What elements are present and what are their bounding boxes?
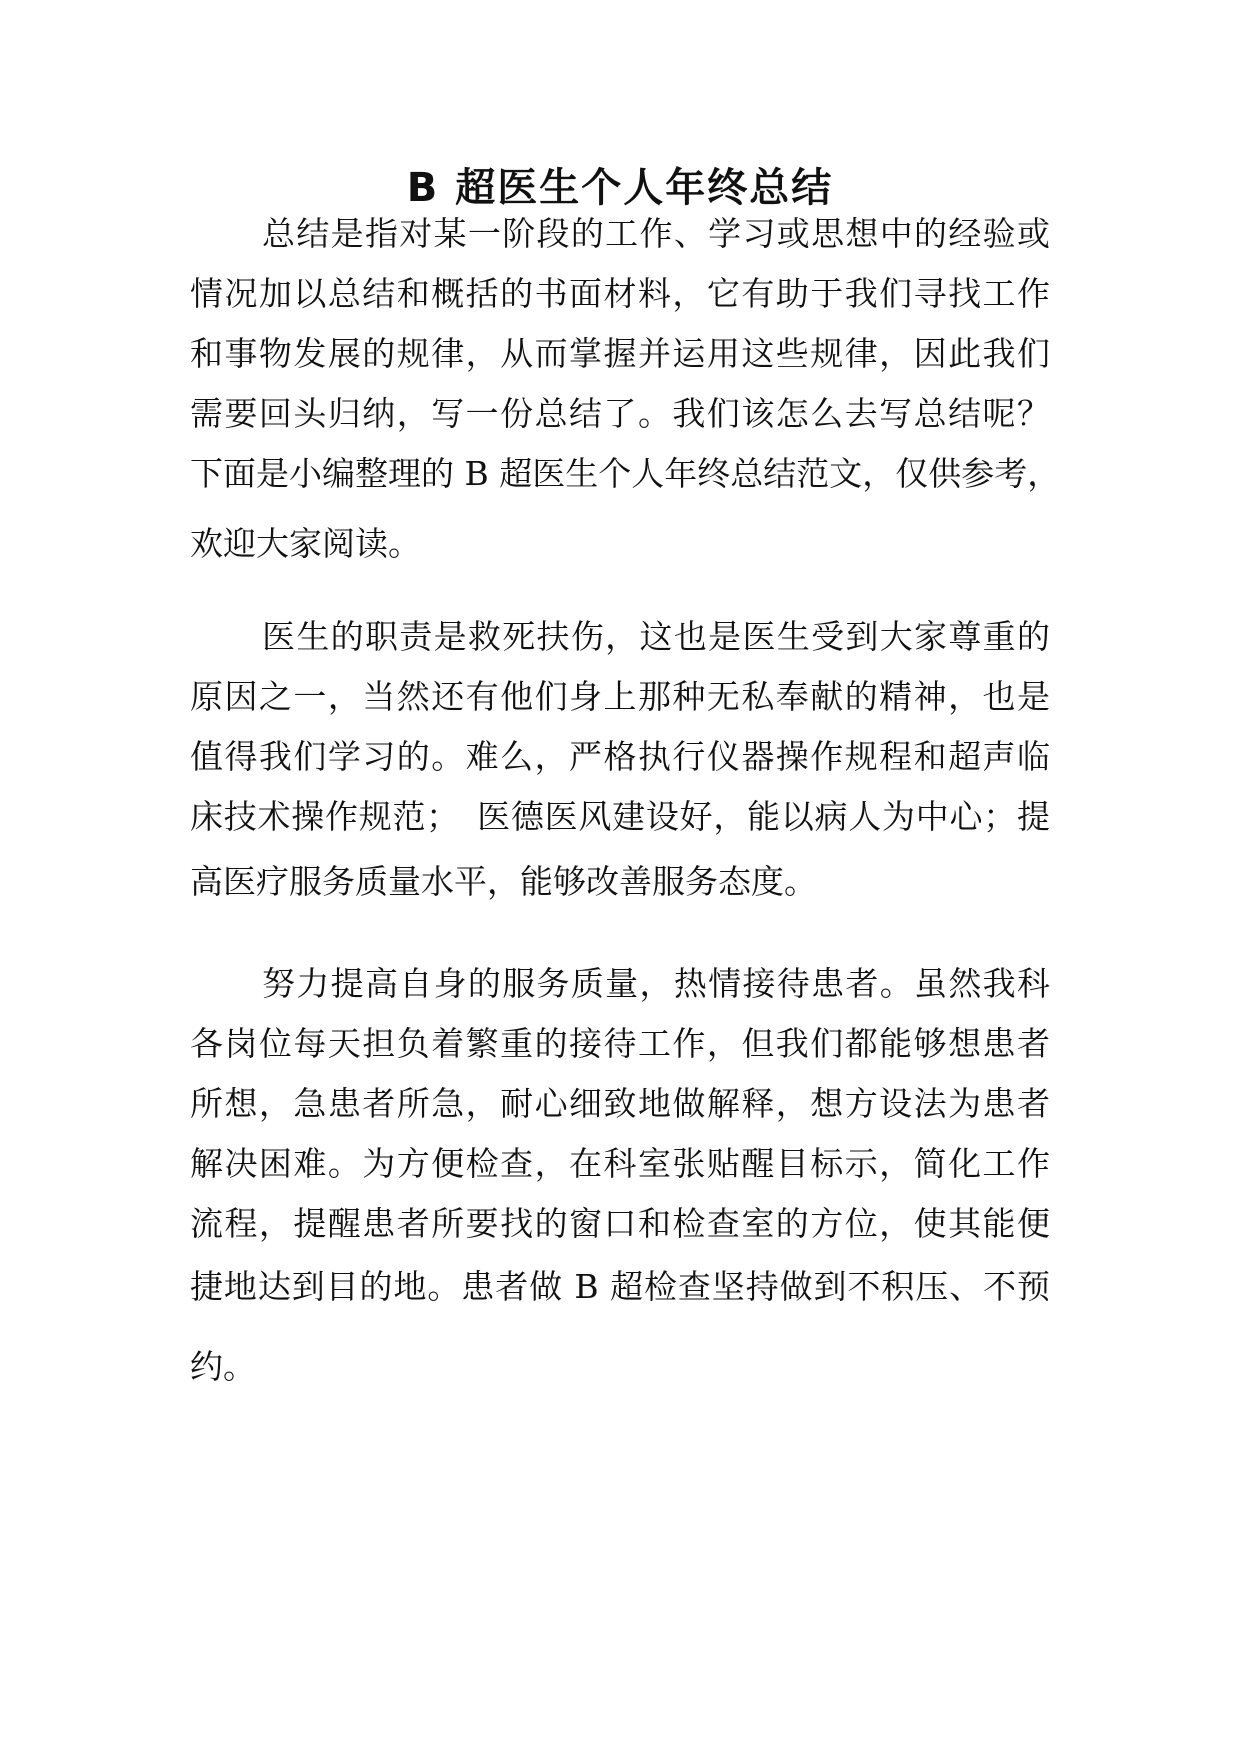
paragraph-3-line-7: 约。 [190, 1347, 256, 1386]
paragraph-3-line-4: 解决困难。为方便检查，在科室张贴醒目标示，简化工作 [190, 1144, 1050, 1183]
paragraph-1-line-1: 总结是指对某一阶段的工作、学习或思想中的经验或 [262, 214, 1050, 253]
paragraph-1-line-2: 情况加以总结和概括的书面材料，它有助于我们寻找工作 [190, 274, 1050, 313]
paragraph-3-line-2: 各岗位每天担负着繁重的接待工作，但我们都能够想患者 [190, 1024, 1050, 1063]
document-title: B 超医生个人年终总结 [406, 165, 834, 211]
paragraph-1-line-3: 和事物发展的规律，从而掌握并运用这些规律，因此我们 [190, 334, 1050, 373]
paragraph-1-line-6: 欢迎大家阅读。 [190, 524, 421, 563]
paragraph-1-line-5: 下面是小编整理的 B 超医生个人年终总结范文，仅供参考， [190, 454, 1061, 493]
paragraph-2-line-1: 医生的职责是救死扶伤，这也是医生受到大家尊重的 [262, 617, 1050, 656]
paragraph-3-line-5: 流程，提醒患者所要找的窗口和检查室的方位，使其能便 [190, 1204, 1050, 1243]
paragraph-3-line-3: 所想，急患者所急，耐心细致地做解释，想方设法为患者 [190, 1084, 1050, 1123]
paragraph-2-line-5: 高医疗服务质量水平，能够改善服务态度。 [190, 862, 817, 901]
paragraph-3-line-6: 捷地达到目的地。患者做 B 超检查坚持做到不积压、不预 [190, 1267, 1050, 1306]
paragraph-2-line-3: 值得我们学习的。难么，严格执行仪器操作规程和超声临 [190, 737, 1050, 776]
paragraph-2-line-4: 床技术操作规范； 医德医风建设好，能以病人为中心；提 [190, 797, 1050, 836]
paragraph-3-line-1: 努力提高自身的服务质量，热情接待患者。虽然我科 [262, 964, 1050, 1003]
paragraph-1-line-4: 需要回头归纳，写一份总结了。我们该怎么去写总结呢？ [190, 394, 1050, 433]
paragraph-2-line-2: 原因之一，当然还有他们身上那种无私奉献的精神，也是 [190, 677, 1050, 716]
